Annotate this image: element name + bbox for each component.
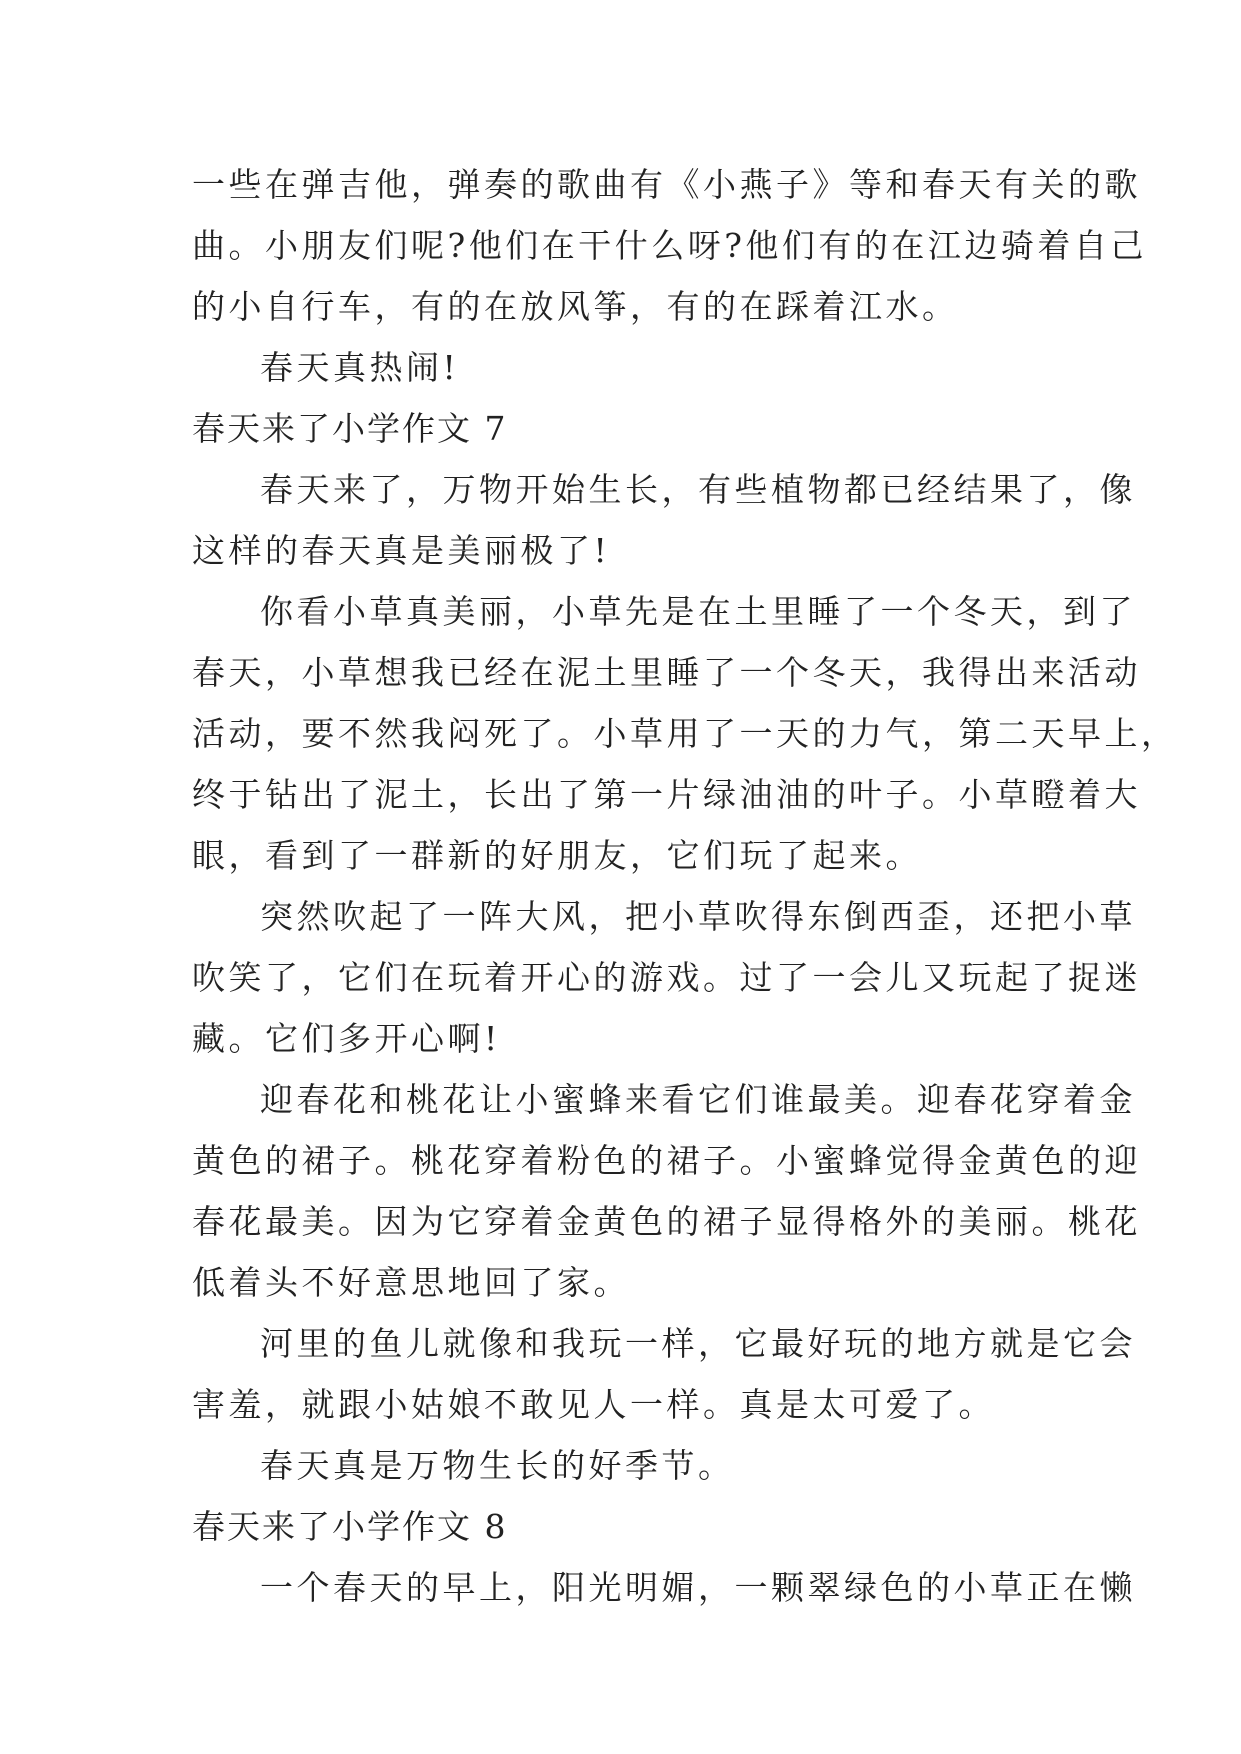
- section-heading: 春天来了小学作文 7: [192, 409, 508, 448]
- text-line: 迎春花和桃花让小蜜蜂来看它们谁最美。迎春花穿着金: [260, 1080, 1136, 1119]
- text-line: 活动，要不然我闷死了。小草用了一天的力气，第二天早上，: [192, 714, 1178, 753]
- text-line: 一些在弹吉他，弹奏的歌曲有《小燕子》等和春天有关的歌: [192, 165, 1141, 204]
- text-line: 春天真是万物生长的好季节。: [260, 1446, 735, 1485]
- text-line: 这样的春天真是美丽极了!: [192, 531, 611, 570]
- text-line: 春天来了，万物开始生长，有些植物都已经结果了，像: [260, 470, 1136, 509]
- text-line: 一个春天的早上，阳光明媚，一颗翠绿色的小草正在懒: [260, 1568, 1136, 1607]
- text-line: 低着头不好意思地回了家。: [192, 1263, 630, 1302]
- text-line: 的小自行车，有的在放风筝，有的在踩着江水。: [192, 287, 959, 326]
- text-line: 吹笑了，它们在玩着开心的游戏。过了一会儿又玩起了捉迷: [192, 958, 1141, 997]
- text-line: 眼，看到了一群新的好朋友，它们玩了起来。: [192, 836, 922, 875]
- text-line: 终于钻出了泥土，长出了第一片绿油油的叶子。小草瞪着大: [192, 775, 1141, 814]
- text-line: 春天，小草想我已经在泥土里睡了一个冬天，我得出来活动: [192, 653, 1141, 692]
- text-line: 曲。小朋友们呢?他们在干什么呀?他们有的在江边骑着自己: [192, 226, 1147, 265]
- text-line: 害羞，就跟小姑娘不敢见人一样。真是太可爱了。: [192, 1385, 995, 1424]
- text-line: 突然吹起了一阵大风，把小草吹得东倒西歪，还把小草: [260, 897, 1136, 936]
- text-line: 春天真热闹!: [260, 348, 460, 387]
- text-line: 藏。它们多开心啊!: [192, 1019, 501, 1058]
- text-line: 河里的鱼儿就像和我玩一样，它最好玩的地方就是它会: [260, 1324, 1136, 1363]
- text-line: 你看小草真美丽，小草先是在土里睡了一个冬天，到了: [260, 592, 1136, 631]
- text-line: 黄色的裙子。桃花穿着粉色的裙子。小蜜蜂觉得金黄色的迎: [192, 1141, 1141, 1180]
- text-line: 春花最美。因为它穿着金黄色的裙子显得格外的美丽。桃花: [192, 1202, 1141, 1241]
- document-page: [192, 154, 1178, 1618]
- section-heading: 春天来了小学作文 8: [192, 1507, 508, 1546]
